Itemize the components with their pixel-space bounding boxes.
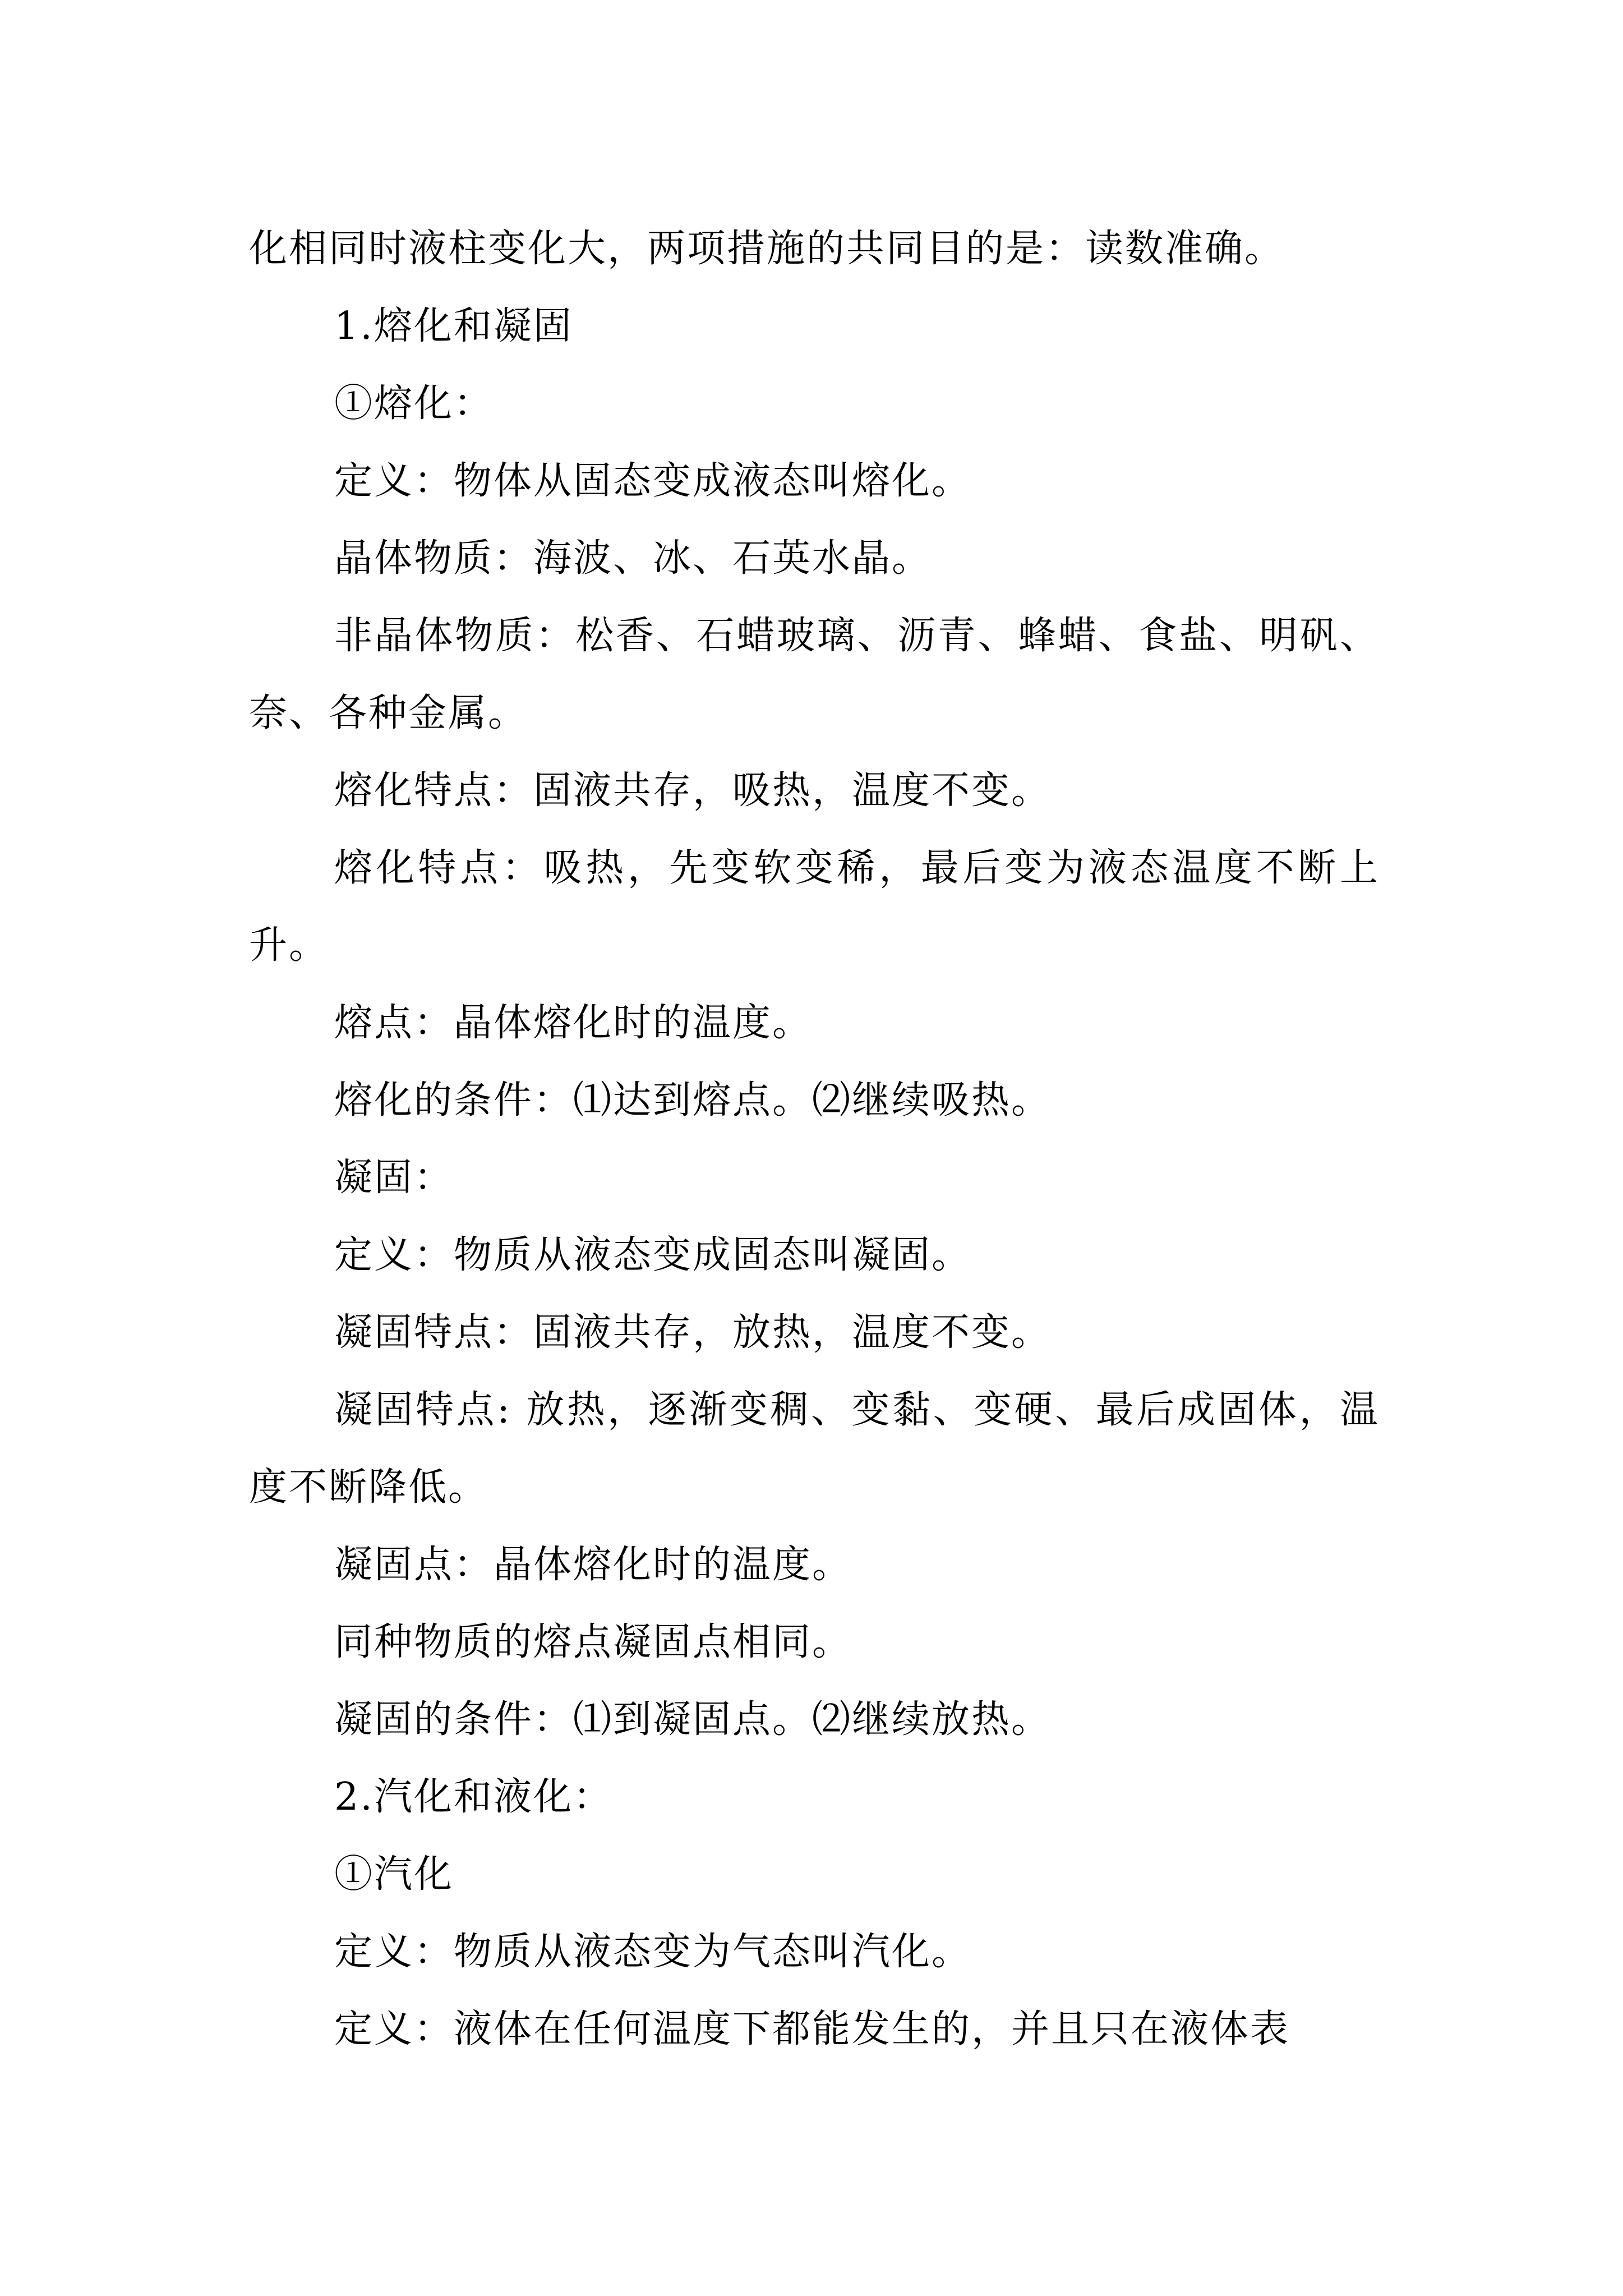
paragraph-continuation: 化相同时液柱变化大，两项措施的共同目的是：读数准确。 (249, 227, 1285, 271)
section-heading-melting-solidification: 1.熔化和凝固 (334, 304, 573, 348)
document-body (249, 210, 1380, 2068)
paragraph-same-substance-points: 同种物质的熔点凝固点相同。 (334, 1620, 852, 1664)
paragraph-solidification-feature-amorphous: 凝固特点: 放热，逐渐变稠、变黏、变硬、最后成固体，温度不断降低。 (249, 1388, 1380, 1510)
subheading-solidification: 凝固： (334, 1156, 454, 1200)
paragraph-freezing-point: 凝固点：晶体熔化时的温度。 (334, 1543, 852, 1587)
paragraph-melting-point: 熔点：晶体熔化时的温度。 (334, 1001, 813, 1045)
paragraph-solidification-feature-crystal: 凝固特点：固液共存，放热，温度不变。 (334, 1310, 1052, 1355)
paragraph-melting-feature-crystal: 熔化特点：固液共存，吸热，温度不变。 (334, 769, 1052, 813)
paragraph-vaporization-definition: 定义：物质从液态变为气态叫汽化。 (334, 1930, 972, 1974)
paragraph-solidification-definition: 定义：物质从液态变成固态叫凝固。 (334, 1233, 972, 1277)
paragraph-evaporation-definition: 定义：液体在任何温度下都能发生的，并且只在液体表 (334, 2007, 1290, 2051)
paragraph-amorphous-substances: 非晶体物质：松香、石蜡玻璃、沥青、蜂蜡、食盐、明矾、奈、各种金属。 (249, 614, 1380, 735)
subheading-melting: ①熔化： (334, 381, 494, 426)
paragraph-melting-definition: 定义：物体从固态变成液态叫熔化。 (334, 459, 972, 503)
section-heading-vaporization-liquefaction: 2.汽化和液化： (334, 1775, 613, 1819)
subheading-vaporization: ①汽化 (334, 1852, 454, 1897)
paragraph-melting-conditions: 熔化的条件：⑴达到熔点。⑵继续吸热。 (334, 1078, 1052, 1122)
paragraph-crystal-substances: 晶体物质：海波、冰、石英水晶。 (334, 536, 932, 581)
paragraph-melting-feature-amorphous: 熔化特点：吸热，先变软变稀，最后变为液态温度不断上升。 (249, 846, 1380, 968)
paragraph-solidification-conditions: 凝固的条件：⑴到凝固点。⑵继续放热。 (334, 1697, 1052, 1742)
